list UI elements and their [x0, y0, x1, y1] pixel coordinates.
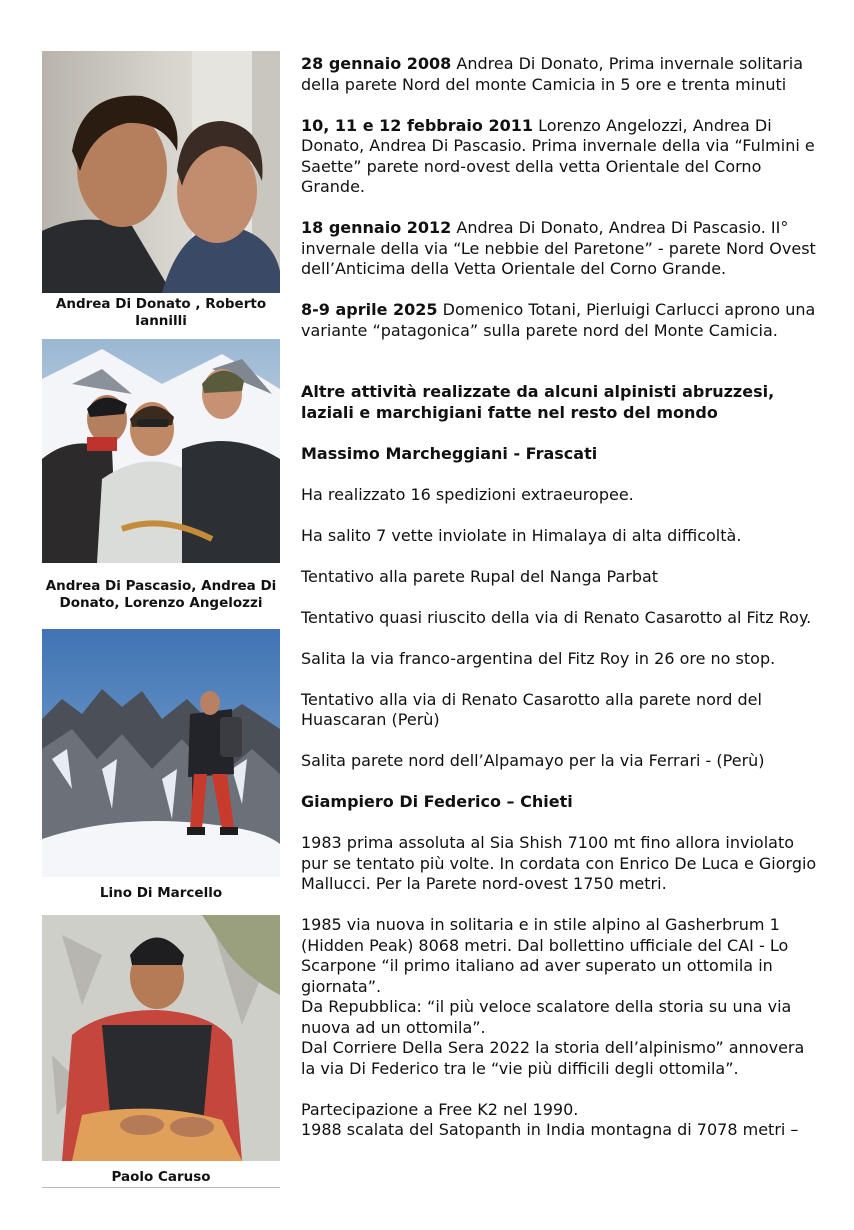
paragraph-1985: 1985 via nuova in solitaria e in stile alpino al Gasherbrum 1 (Hidden Peak) 8068 metri. Dal bollettino ufficiale del CAI - Lo Scarpone “il primo italiano ad aver superato un ottomila in giornata”. — [301, 915, 789, 996]
section-heading: Altre attività realizzate da alcuni alpinisti abruzzesi, laziali e marchigiani fatte nel resto del mondo — [301, 382, 775, 422]
photo-caption-1: Andrea Di Donato , Roberto Iannilli — [55, 296, 267, 329]
list-item: Tentativo quasi riuscito della via di Renato Casarotto al Fitz Roy. — [301, 607, 812, 627]
list-item: Salita la via franco-argentina del Fitz Roy in 26 ore no stop. — [301, 648, 776, 668]
paragraph-satopanth: 1988 scalata del Satopanth in India montagna di 7078 metri – — [301, 1120, 799, 1139]
photo-caption-2: Andrea Di Pascasio, Andrea Di Donato, Lorenzo Angelozzi — [45, 578, 277, 611]
paragraph-free-k2: Partecipazione a Free K2 nel 1990. — [301, 1099, 579, 1119]
paragraph-1983: 1983 prima assoluta al Sia Shish 7100 mt fino allora inviolato pur se tentato più volte. In cordata con Enrico De Luca e Giorgio Mallucci. Per la Parete nord-ovest 1750 metri. — [301, 833, 817, 893]
divider-line — [42, 1187, 280, 1188]
list-item: Ha salito 7 vette inviolate in Himalaya di alta difficoltà. — [301, 525, 742, 545]
paragraph-repubblica: Da Repubblica: “il più veloce scalatore della storia su una via nuova ad un ottomila”. — [301, 997, 792, 1037]
list-item: Tentativo alla parete Rupal del Nanga Parbat — [301, 566, 659, 586]
entry-2025: 8-9 aprile 2025 Domenico Totani, Pierluigi Carlucci aprono una variante “patagonica” sulla parete nord del Monte Camicia. — [301, 300, 816, 340]
photo-caption-3: Lino Di Marcello — [99, 885, 223, 901]
entry-2011: 10, 11 e 12 febbraio 2011 Lorenzo Angelozzi, Andrea Di Donato, Andrea Di Pascasio. Prima invernale della via “Fulmini e Saette” parete nord-ovest della vetta Orientale del Corno Grande. — [301, 115, 815, 196]
photo-lino-di-marcello — [42, 629, 280, 877]
entry-2012: 18 gennaio 2012 Andrea Di Donato, Andrea Di Pascasio. II° invernale della via “Le nebbie del Paretone” - parete Nord Ovest dell’Anticima della Vetta Orientale del Corno Grande. — [301, 218, 816, 278]
photo-caption-4: Paolo Caruso — [111, 1169, 211, 1185]
main-text-column — [301, 54, 821, 1141]
climber-name-di-federico: Giampiero Di Federico – Chieti — [301, 792, 573, 811]
list-item: Tentativo alla via di Renato Casarotto alla parete nord del Huascaran (Perù) — [301, 689, 762, 729]
paragraph-corriere: Dal Corriere Della Sera 2022 la storia dell’alpinismo” annovera la via Di Federico tra le “vie più difficili degli ottomila”. — [301, 1038, 805, 1078]
photo-di-donato-iannilli — [42, 51, 280, 293]
entry-2008: 28 gennaio 2008 Andrea Di Donato, Prima invernale solitaria della parete Nord del monte Camicia in 5 ore e trenta minuti — [301, 54, 804, 94]
list-item: Ha realizzato 16 spedizioni extraeuropee. — [301, 484, 634, 504]
photo-three-climbers — [42, 339, 280, 563]
photo-paolo-caruso — [42, 915, 280, 1161]
climber-name-marcheggiani: Massimo Marcheggiani - Frascati — [301, 443, 598, 463]
list-item: Salita parete nord dell’Alpamayo per la via Ferrari - (Perù) — [301, 751, 765, 770]
